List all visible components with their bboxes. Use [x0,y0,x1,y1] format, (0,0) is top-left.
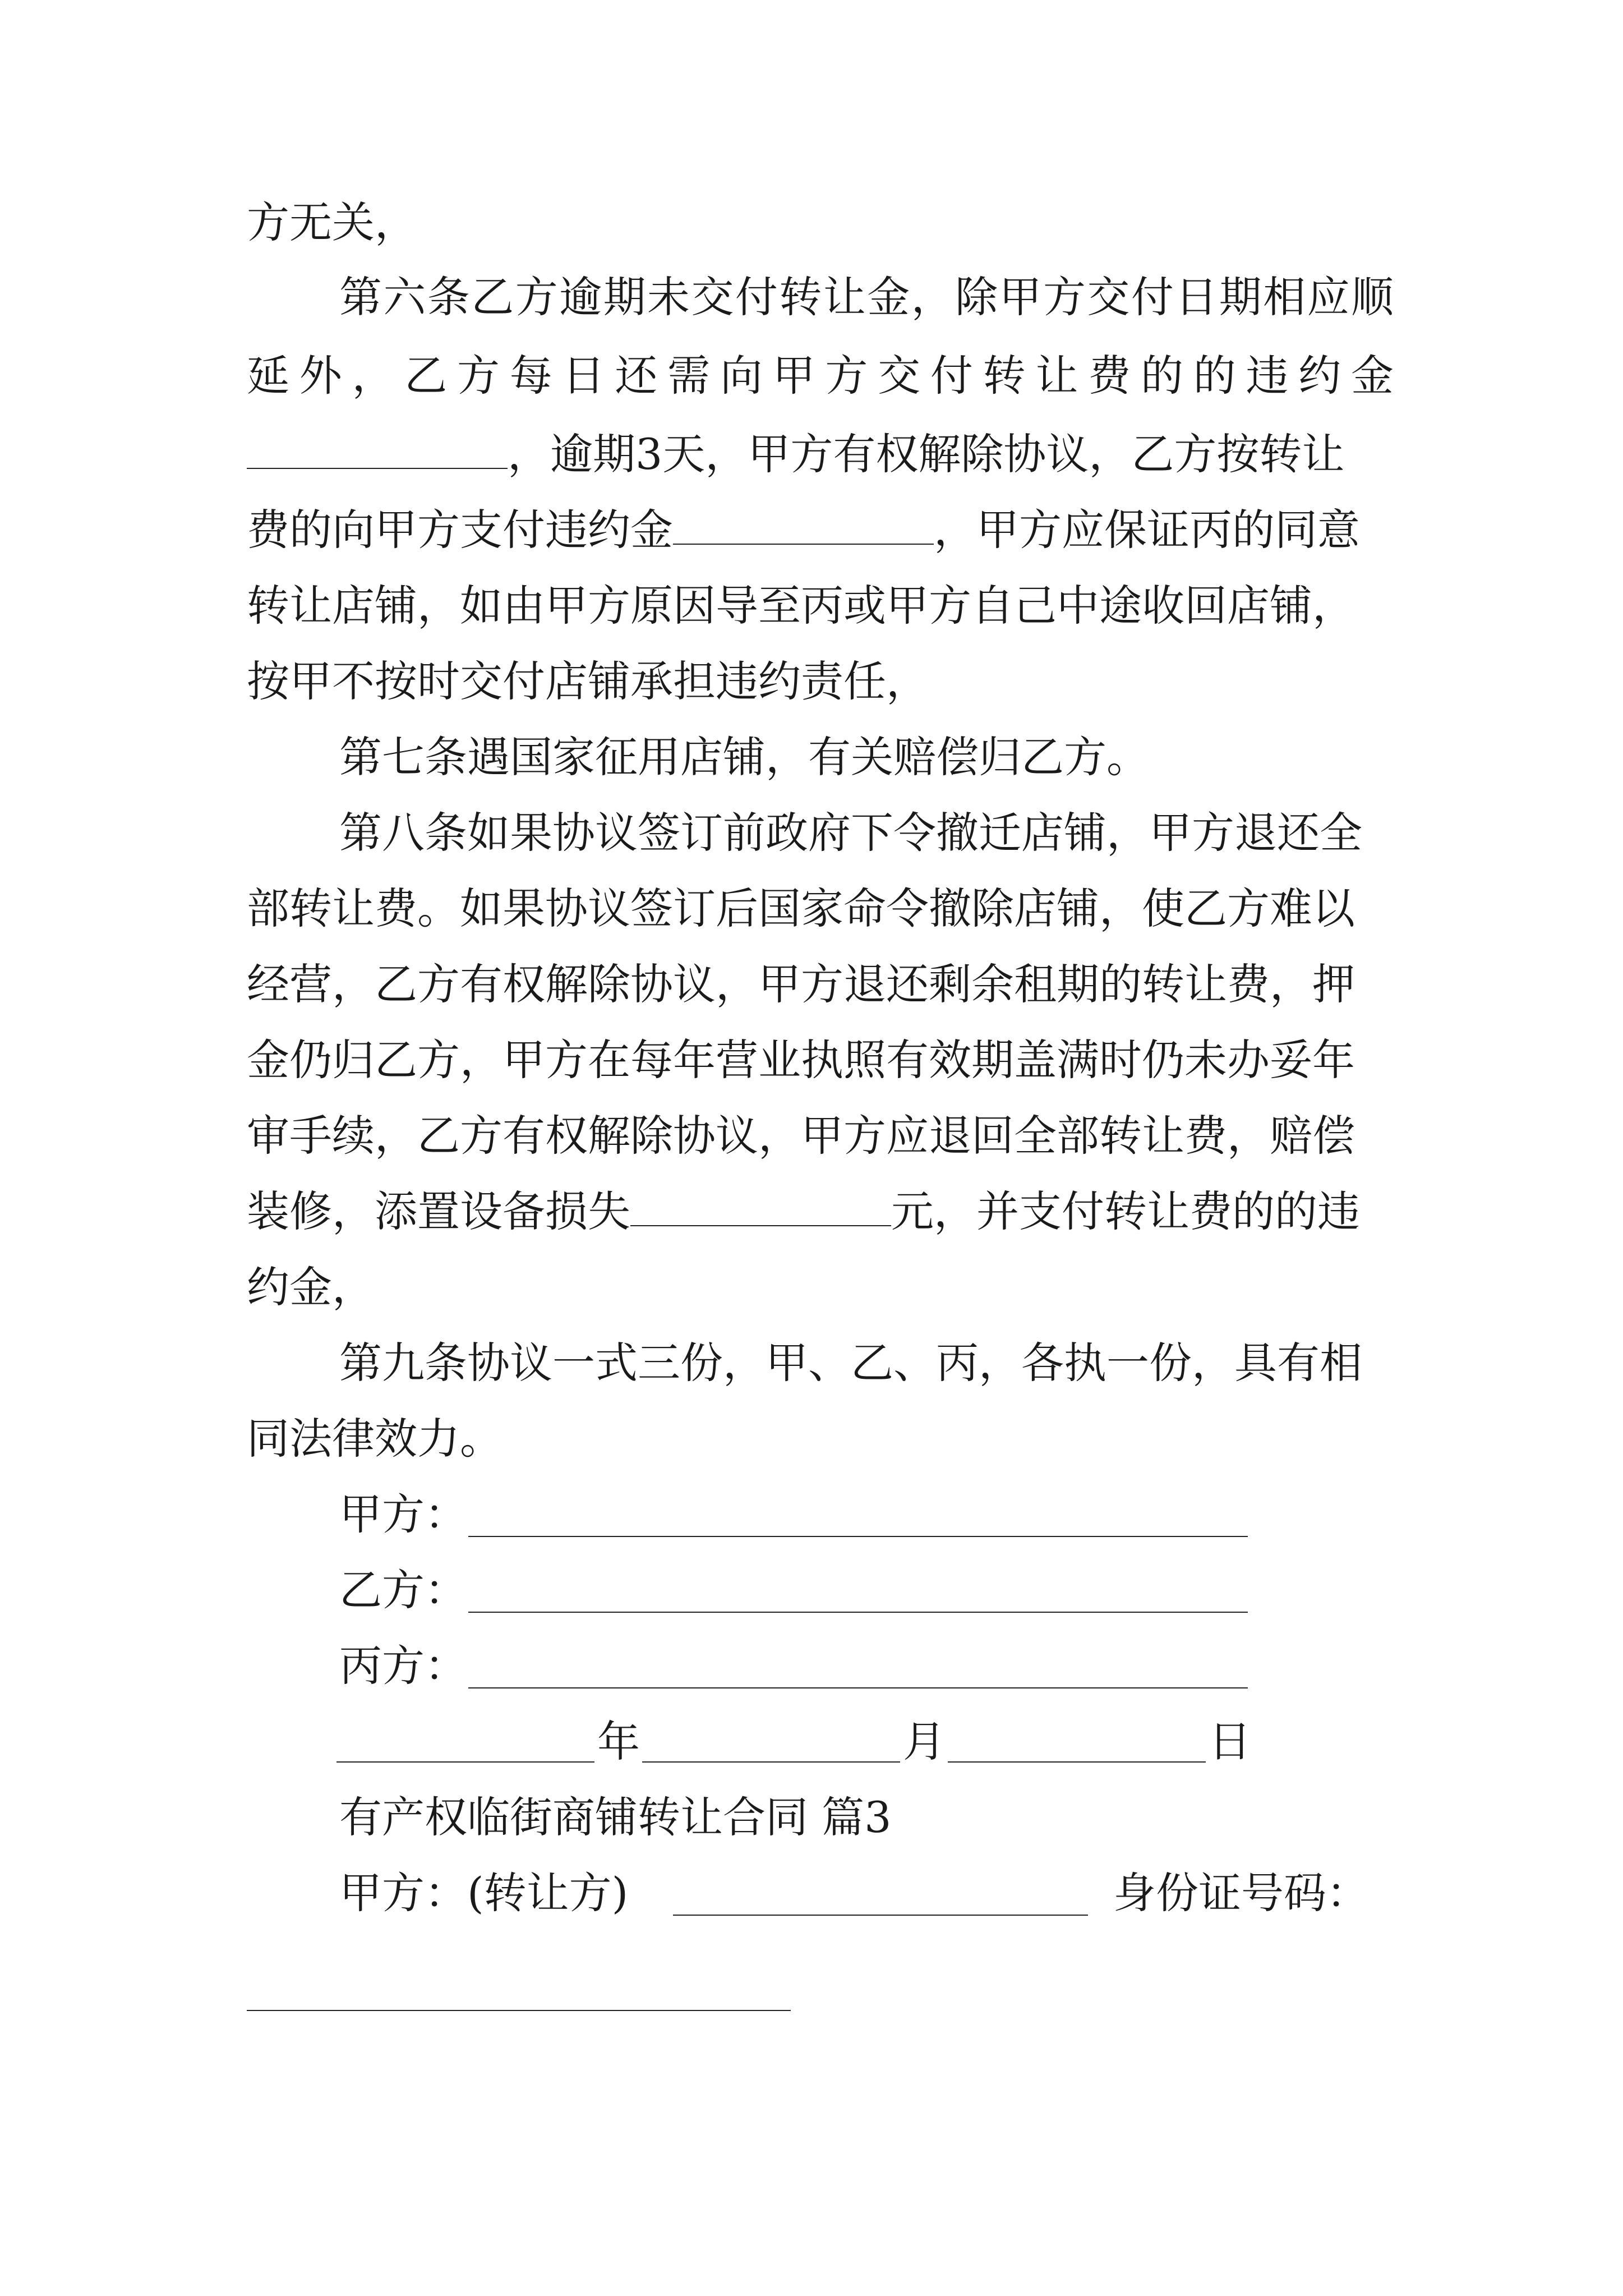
article-8-line-3: 经营，乙方有权解除协议，甲方退还剩余租期的转让费，押 [247,959,1355,1009]
article-6-line-4 [247,502,1402,558]
article-6-line-5: 转让店铺，如由甲方原因导至丙或甲方自己中途收回店铺， [247,581,1355,631]
article-9-line-1: 第九条协议一式三份，甲、乙、丙，各执一份，具有相 [339,1338,1362,1388]
penalty-blank-1[interactable] [247,429,508,469]
article-8-line-7: 约金， [247,1262,375,1312]
article-6-line-4-text-a: 费的向甲方支付违约金 [247,505,673,555]
article-6-line-3 [247,426,1402,482]
date-year-label: 年 [597,1717,640,1766]
article-8-line-6-text-a: 装修，添置设备损失 [247,1186,630,1236]
article-8-line-6-text-b: 元，并支付转让费的的违 [891,1186,1360,1236]
id-number-blank[interactable] [247,2010,791,2011]
date-year-blank[interactable] [336,1761,594,1763]
article-8-line-5: 审手续，乙方有权解除协议，甲方应退回全部转让费，赔偿 [247,1111,1355,1161]
article-5-tail: 方无关， [247,197,417,247]
party-a-signature-line[interactable] [468,1536,1248,1537]
article-6-line-1: 第六条乙方逾期未交付转让金，除甲方交付日期相应顺 [339,272,1394,322]
article-8-line-1: 第八条如果协议签订前政府下令撤迁店铺，甲方退还全 [339,808,1362,858]
next-party-a-label: 甲方：(转让方) [339,1868,629,1918]
article-6-line-4-text-b: ，甲方应保证丙的同意 [934,505,1360,555]
date-day-label: 日 [1209,1717,1251,1766]
loss-amount-blank[interactable] [630,1186,891,1226]
date-month-blank[interactable] [642,1761,900,1763]
article-6-line-2: 延外，乙方每日还需向甲方交付转让费的的违约金 [247,351,1394,401]
article-6-line-3-text: ，逾期3天，甲方有权解除协议，乙方按转让 [508,429,1345,479]
article-7: 第七条遇国家征用店铺，有关赔偿归乙方。 [339,732,1149,782]
next-party-a-name-blank[interactable] [673,1915,1088,1916]
party-c-signature-line[interactable] [468,1687,1248,1688]
article-8-line-6 [247,1184,1402,1240]
party-a-label: 甲方： [339,1489,467,1539]
section-title: 有产权临街商铺转让合同 篇3 [339,1792,892,1842]
date-month-label: 月 [903,1717,946,1766]
date-day-blank[interactable] [948,1761,1206,1763]
id-number-label: 身份证号码： [1113,1868,1369,1918]
party-b-label: 乙方： [339,1565,467,1615]
party-c-label: 丙方： [339,1641,467,1691]
article-8-line-2: 部转让费。如果协议签订后国家命令撤除店铺，使乙方难以 [247,884,1355,933]
party-b-signature-line[interactable] [468,1612,1248,1613]
article-9-line-2: 同法律效力。 [247,1414,502,1464]
article-6-line-6: 按甲不按时交付店铺承担违约责任， [247,656,929,706]
penalty-blank-2[interactable] [673,504,934,545]
article-8-line-4: 金仍归乙方，甲方在每年营业执照有效期盖满时仍未办妥年 [247,1035,1355,1085]
